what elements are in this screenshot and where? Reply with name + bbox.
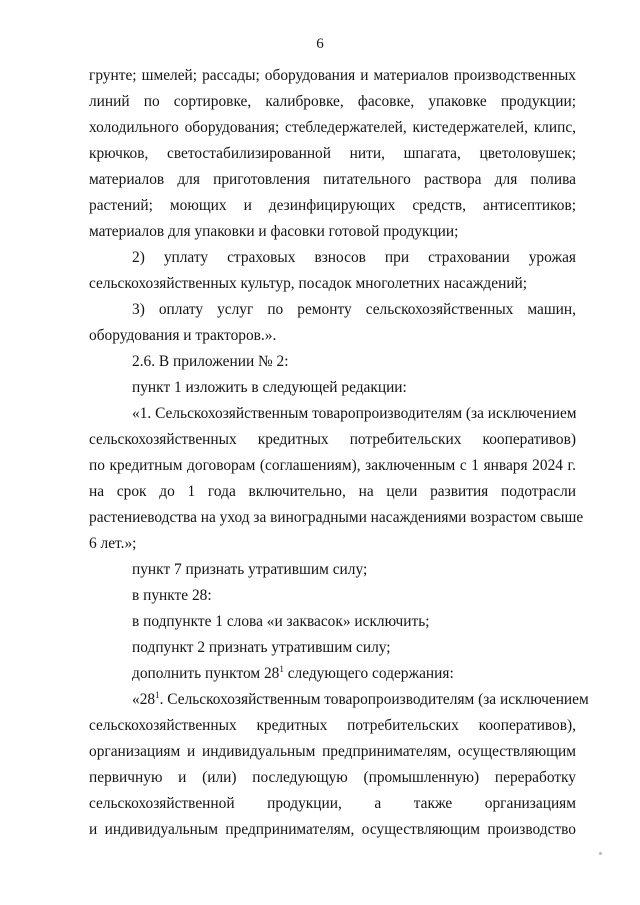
text-line: растениеводства на уход за виноградными насаждениями возрастом свыше [89,509,584,526]
text-line: сельскохозяйственных кредитных потребительских кооперативов), [89,717,576,734]
text-line: 3) оплату услуг по ремонту сельскохозяйственных машин, [132,301,576,318]
scan-speck [599,852,602,855]
text-line: растений; моющих и дезинфицирующих средств, антисептиков; [89,197,576,214]
text-line: материалов для приготовления питательного раствора для полива [89,171,576,188]
section-heading: 2.6. В приложении № 2: [132,353,289,370]
text-line: первичную и (или) последующую (промышленную) переработку [89,769,576,786]
text-line: сельскохозяйственной продукции, а также организациям [89,795,576,812]
text-line: подпункт 2 признать утратившим силу; [132,639,391,656]
text-line: линий по сортировке, калибровке, фасовке, упаковке продукции; [89,93,576,110]
text-line: материалов для упаковки и фасовки готовой продукции; [89,223,459,240]
text-line-with-superscript: дополнить пунктом $28^1$ следующего содержания: [132,664,454,682]
text-line: грунте; шмелей; рассады; оборудования и материалов производственных [89,67,576,84]
text-line: на срок до 1 года включительно, на цели развития подотрасли [89,483,576,500]
text-line: сельскохозяйственных кредитных потребительских кооперативов) [89,431,576,448]
text-line: в подпункте 1 слова «и заквасок» исключить; [132,613,430,630]
text-line: «1. Сельскохозяйственным товаропроизводителям (за исключением [132,405,577,422]
text-line: по кредитным договорам (соглашениям), заключенным с 1 января 2024 г. [89,457,576,474]
text-line: 2) уплату страховых взносов при страховании урожая [132,249,576,266]
text-line-with-superscript: «$28^1$. Сельскохозяйственным товаропроизводителям (за исключением [132,690,589,708]
text-line: в пункте 28: [132,587,212,604]
text-line: 6 лет.»; [89,535,137,552]
text-line: сельскохозяйственных культур, посадок многолетних насаждений; [89,275,528,292]
page-number: 6 [316,36,324,52]
text-line: пункт 7 признать утратившим силу; [132,561,368,578]
text-line: оборудования и тракторов.». [89,327,277,344]
text-line: крючков, светостабилизированной нити, шпагата, цветоловушек; [89,145,576,162]
text-line: организациям и индивидуальным предпринимателям, осуществляющим [89,743,576,760]
text-line: и индивидуальным предпринимателям, осуществляющим производство [89,821,576,838]
text-line: холодильного оборудования; стебледержателей, кистедержателей, клипс, [89,119,576,136]
text-line: пункт 1 изложить в следующей редакции: [132,379,407,396]
